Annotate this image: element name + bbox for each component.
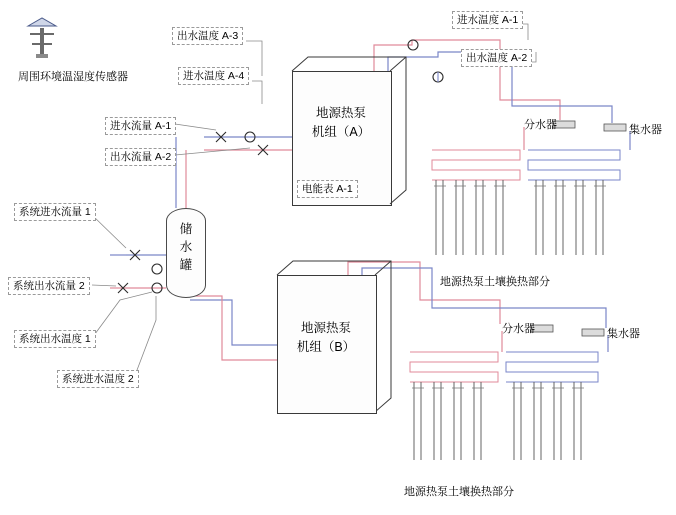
- heat-pump-b-label-line2: 机组（B）: [296, 340, 356, 354]
- label-ambient-sensor: 周围环境温湿度传感器: [18, 71, 128, 83]
- label-sys-in-flow-1: 系统进水流量 1: [14, 203, 96, 221]
- label-collector-bottom: 集水器: [607, 328, 640, 340]
- heat-pump-b-label-line1: 地源热泵: [300, 321, 351, 335]
- label-in-temp-a4: 进水温度 A-4: [178, 67, 249, 85]
- label-collector-top: 集水器: [629, 124, 662, 136]
- label-sys-out-temp-1: 系统出水温度 1: [14, 330, 96, 348]
- caption-ground-loop-top: 地源热泵土壤换热部分: [440, 276, 550, 288]
- heat-pump-a-label-line2: 机组（A）: [311, 125, 371, 139]
- water-tank: [166, 208, 206, 298]
- label-in-temp-a1: 进水温度 A-1: [452, 11, 523, 29]
- label-in-flow-a1: 进水流量 A-1: [105, 117, 176, 135]
- label-sys-out-flow-2: 系统出水流量 2: [8, 277, 90, 295]
- label-out-temp-a3: 出水温度 A-3: [172, 27, 243, 45]
- label-out-temp-a2: 出水温度 A-2: [461, 49, 532, 67]
- water-tank-label-1: 储: [179, 222, 193, 236]
- label-separator-bottom: 分水器: [502, 323, 535, 335]
- heat-pump-b-unit: [277, 275, 375, 412]
- label-separator-top: 分水器: [524, 119, 557, 131]
- water-tank-label-3: 罐: [179, 258, 193, 272]
- label-out-flow-a2: 出水流量 A-2: [105, 148, 176, 166]
- label-sys-in-temp-2: 系统进水温度 2: [57, 370, 139, 388]
- water-tank-label-2: 水: [179, 240, 193, 254]
- heat-pump-a-label-line1: 地源热泵: [315, 106, 366, 120]
- caption-ground-loop-bottom: 地源热泵土壤换热部分: [404, 486, 514, 498]
- label-power-meter-a1: 电能表 A-1: [297, 180, 358, 198]
